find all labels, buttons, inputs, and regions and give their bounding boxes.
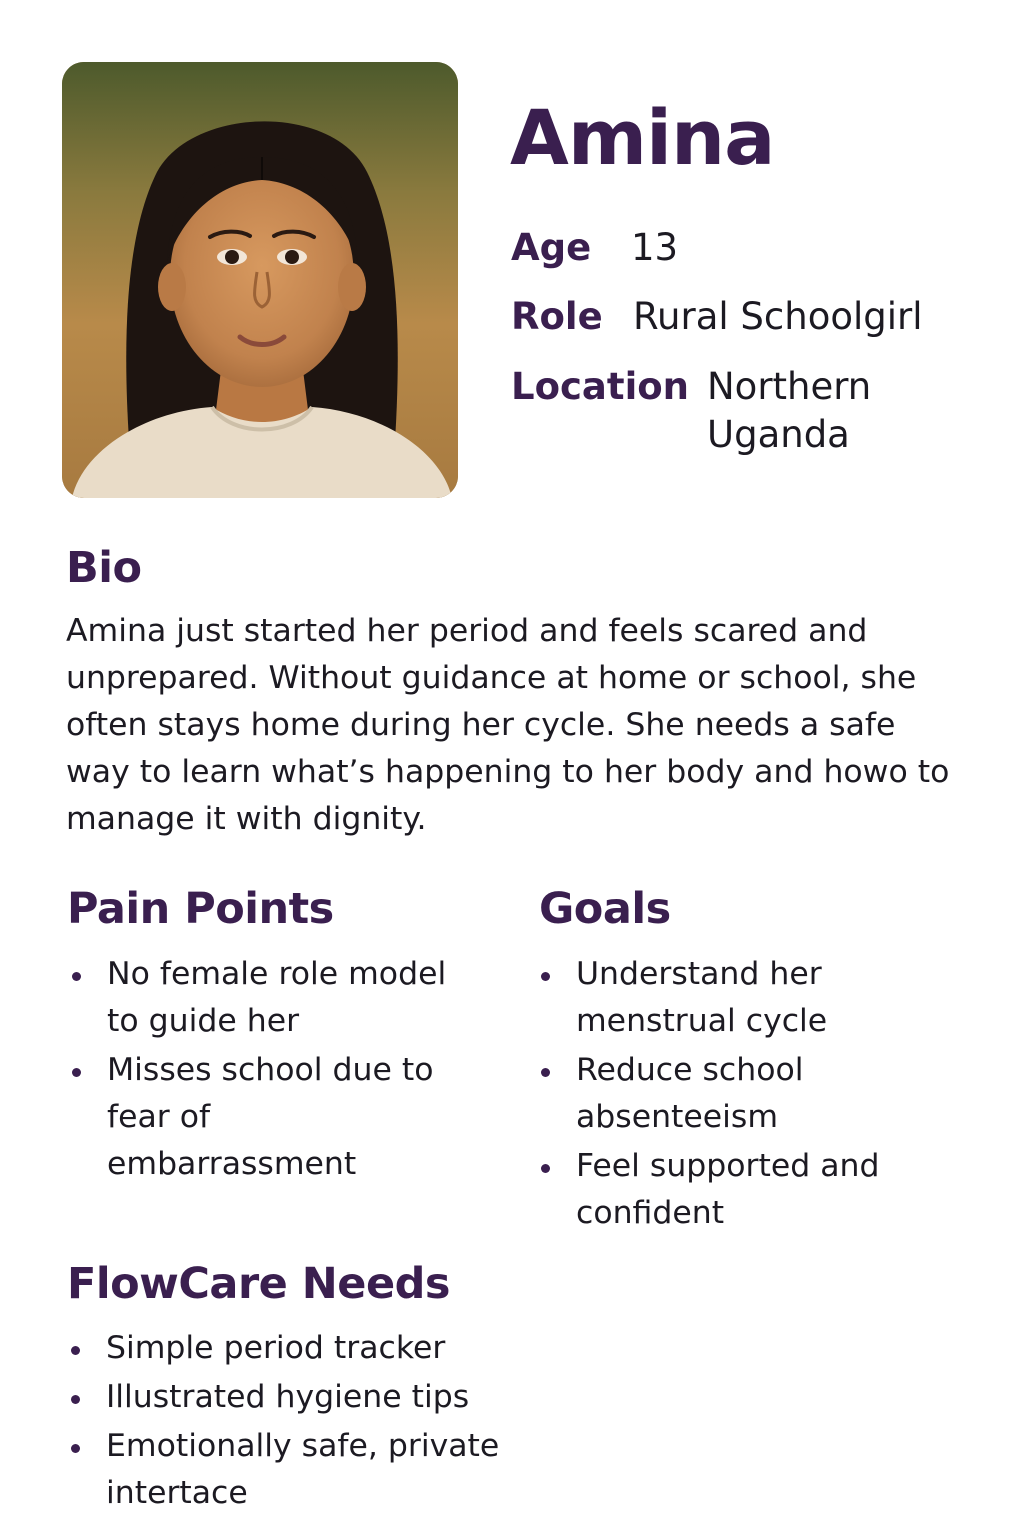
bullet-icon <box>72 1068 81 1077</box>
bullet-icon <box>71 1346 80 1355</box>
list-item: Understand her menstrual cycle <box>536 951 926 1045</box>
role-value: Rural Schoolgirl <box>633 295 923 338</box>
bullet-icon <box>541 1164 550 1173</box>
bio-text: Amina just started her period and feels scared and unprepared. Without guidance at home or school, she often stays home during her cycle. She needs a safe way to learn what’s happening to her body and howo to manage it with dignity. <box>66 613 950 837</box>
bullet-icon <box>72 972 81 981</box>
bullet-icon <box>71 1444 80 1453</box>
age-value: 13 <box>631 226 679 269</box>
flowcare-needs-heading: FlowCare Needs <box>67 1259 450 1309</box>
age-label: Age <box>511 226 592 269</box>
list-item: Simple period tracker <box>66 1325 536 1372</box>
list-item: Reduce school absenteeism <box>536 1047 926 1141</box>
location-value: Northern Uganda <box>707 365 872 457</box>
persona-photo <box>62 62 458 498</box>
bullet-icon <box>541 1068 550 1077</box>
bio-heading: Bio <box>66 543 142 593</box>
role-label: Role <box>511 295 603 338</box>
persona-name: Amina <box>510 93 775 182</box>
location-label: Location <box>511 365 690 408</box>
list-item: Illustrated hygiene tips <box>66 1374 536 1421</box>
pain-points-heading: Pain Points <box>67 884 334 934</box>
bullet-icon <box>541 972 550 981</box>
list-item: No female role model to guide her <box>67 951 467 1045</box>
goals-heading: Goals <box>539 884 671 934</box>
flowcare-needs-list <box>66 1325 536 1519</box>
portrait-icon <box>62 62 458 498</box>
pain-points-list <box>67 951 467 1190</box>
list-item: Feel supported and confident <box>536 1143 926 1237</box>
goals-list <box>536 951 926 1239</box>
bullet-icon <box>71 1395 80 1404</box>
list-item: Emotionally safe, private intertace <box>66 1423 536 1517</box>
list-item: Misses school due to fear of embarrassment <box>67 1047 467 1188</box>
